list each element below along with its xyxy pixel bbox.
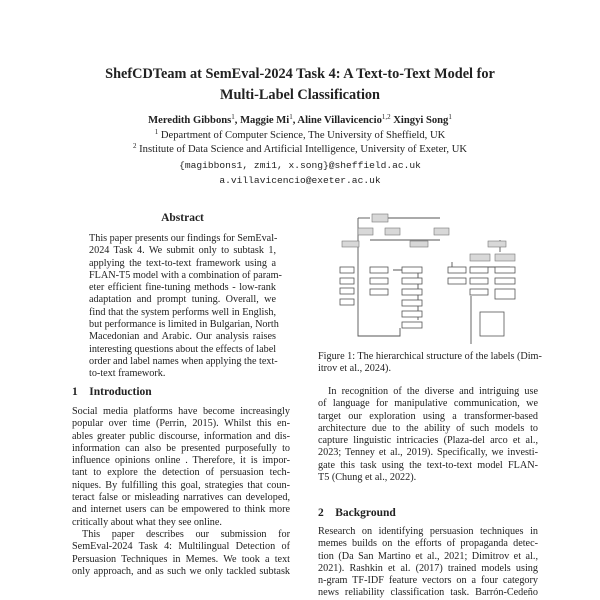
root-node <box>372 214 388 222</box>
text-line: find that the system performs well in English, <box>89 306 276 318</box>
background-body <box>318 526 538 600</box>
text-line: critically about what they see online. <box>72 516 222 528</box>
intro-body-continued <box>318 386 538 484</box>
text-line: but performance is limited in Bulgarian, North <box>89 319 279 331</box>
text-line: gate this task using the text-to-text model FLAN- <box>318 459 538 471</box>
text-line: interesting questions about the effects of label <box>89 343 277 355</box>
abstract-heading: Abstract <box>161 212 204 224</box>
text-line: 2021). Rashkin et al. (2017) trained models using <box>318 562 538 574</box>
text-line: information can also be presented purposefully to <box>72 442 290 454</box>
text-line: of language for manipulative communication, we <box>318 398 538 410</box>
text-line: This paper presents our findings for SemEval- <box>89 233 278 244</box>
text-line: tion (Da San Martino et al., 2021; Dimitrov et al., <box>318 550 538 562</box>
text-line: tant to explore the detection of persuasion tech- <box>72 467 290 479</box>
text-line: Research on identifying persuasion techniques in <box>318 526 538 537</box>
author-block <box>0 114 600 188</box>
text-line: FLAN-T5 model with a combination of param- <box>89 269 282 281</box>
text-line: only approach, and as such we only tackled subtask <box>72 565 290 577</box>
text-line: itrov et al., 2024). <box>318 363 391 375</box>
text-line: teract false or misleading narratives can developed, <box>72 492 290 504</box>
text-line: Macedonian and Arabic. Our analysis raises <box>89 331 276 343</box>
label-hierarchy-figure <box>330 212 520 344</box>
text-line: T5 (Chung et al., 2022). <box>318 472 417 484</box>
email-2: a.villavicencio@exeter.ac.uk <box>219 174 381 186</box>
author-list: Meredith Gibbons$^1$, Maggie Mi$^1$, Aline Villavicencio$^{1,2}$ Xingyi Song$^1$ <box>148 113 452 126</box>
text-line: This paper describes our submission for <box>82 528 290 540</box>
text-line: n-gram TF-IDF feature vectors on a four category <box>318 575 538 587</box>
figure-caption <box>318 351 542 376</box>
text-line: and internet users can be empowered to think more <box>72 504 290 516</box>
text-line: influence opinions online . Therefore, it is impor- <box>72 455 290 467</box>
abstract-body <box>89 233 282 381</box>
text-line: SemEval-2024 Task 4: Multilingual Detection of <box>72 541 290 553</box>
text-line: Social media platforms have become increasingly <box>72 406 290 417</box>
text-line: order and label names when applying the text- <box>89 355 278 367</box>
text-line: 2023; Tenney et al., 2019). Specifically, we investi- <box>318 447 538 459</box>
text-line: popular over time (Perrin, 2015). Whilst this en- <box>72 418 290 430</box>
intro-heading: 1 Introduction <box>72 386 152 398</box>
text-line: architecture due to the ability of such models to <box>318 422 538 434</box>
affiliation-2: $^2$ Institute of Data Science and Artificial Intelligence, University of Exeter, UK <box>132 142 468 155</box>
text-line: ables greater public discourse, information and dis- <box>72 430 290 442</box>
text-line: eter efficient fine-tuning methods - low-rank <box>89 282 276 294</box>
text-line: In recognition of the diverse and intriguing use <box>328 386 538 397</box>
text-line: memes builds on the efforts of propaganda detec- <box>318 538 538 550</box>
text-line: 2024 Task 4. We submit only to subtask 1, <box>89 245 276 257</box>
text-line: adaptation and prompt tuning. Overall, we <box>89 294 276 306</box>
paper-title: ShefCDTeam at SemEval-2024 Task 4: A Text-to-Text Model for Multi-Label Classification <box>105 66 495 103</box>
text-line: Persuasion Techniques in Memes. We took a text <box>72 553 290 565</box>
affiliation-1: $^1$ Department of Computer Science, The University of Sheffield, UK <box>154 127 446 141</box>
text-line: news reliability classification task. Barrón-Cedeño <box>318 587 538 599</box>
text-line: target our exploration using a transformer-based <box>318 410 538 422</box>
email-1: {magibbons1, zmi1, x.song}@sheffield.ac.uk <box>179 159 421 171</box>
figure-nodes <box>340 214 515 336</box>
background-heading: 2 Background <box>318 507 396 519</box>
text-line: niques. By fulfilling this goal, strategies that coun- <box>72 479 290 491</box>
intro-body <box>72 406 290 578</box>
text-line: to-text framework. <box>89 368 166 380</box>
text-line: applying the text-to-text framework using a <box>89 257 276 269</box>
text-line: Figure 1: The hierarchical structure of the labels (Dim- <box>318 351 542 362</box>
text-line: capture linguistic intricacies (Plaza-del arco et al., <box>318 435 538 447</box>
